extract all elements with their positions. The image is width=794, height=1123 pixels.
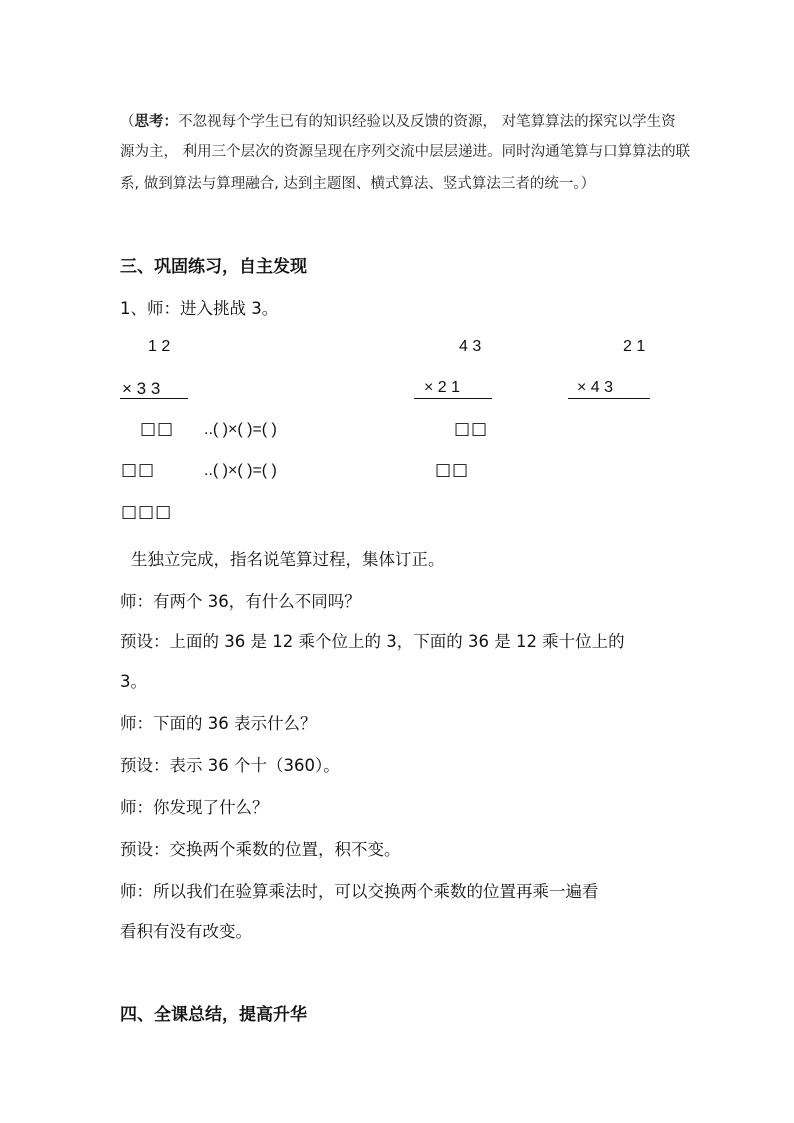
text-line-9: 师：所以我们在验算乘法时，可以交换两个乘数的位置再乘一遍看 xyxy=(120,882,599,901)
text-line-7: 师：你发现了什么？ xyxy=(120,798,269,817)
note-label: 思考： xyxy=(134,114,178,130)
note-line-1 xyxy=(120,110,676,131)
work-row-1-fill: ..( )×( )=( ) xyxy=(204,421,277,438)
text-line-2: 师：有两个 36，有什么不同吗？ xyxy=(120,592,361,611)
section-4-heading: 四、全课总结，提高升华 xyxy=(120,1005,307,1025)
work-row-2-result-boxes: □□ xyxy=(435,460,470,480)
note-line-3: 系, 做到算法与算理融合, 达到主题图、横式算法、竖式算法三者的统一。） xyxy=(120,176,596,192)
problem-2-bottom: × 2 1 xyxy=(424,379,461,396)
section-3-heading: 三、巩固练习，自主发现 xyxy=(120,257,307,277)
problem-1-bottom: × 3 3 xyxy=(122,379,161,398)
problem-3-top: 2 1 xyxy=(623,338,646,355)
note-text-1: 不忽视每个学生已有的知识经验以及反馈的资源， 对笔算算法的探究以学生资 xyxy=(178,114,676,130)
problem-3-underline xyxy=(568,398,650,399)
text-line-10: 看积有没有改变。 xyxy=(120,922,252,941)
challenge-task: 1、师：进入挑战 3。 xyxy=(120,299,279,318)
note-line-2: 源为主， 利用三个层次的资源呈现在序列交流中层层递进。同时沟通笔算与口算算法的联 xyxy=(120,144,691,160)
work-row-1-boxes: □□ xyxy=(140,419,175,439)
work-row-2-boxes: □□ xyxy=(121,460,156,480)
text-line-5: 师：下面的 36 表示什么？ xyxy=(120,714,317,733)
problem-2-underline xyxy=(414,398,492,399)
work-row-1-result-boxes: □□ xyxy=(454,419,489,439)
work-row-2-fill: ..( )×( )=( ) xyxy=(204,462,277,479)
problem-3-bottom: × 4 3 xyxy=(577,379,614,396)
problem-1-top: 1 2 xyxy=(148,338,171,355)
text-line-3: 预设：上面的 36 是 12 乘个位上的 3，下面的 36 是 12 乘十位上的 xyxy=(120,632,625,651)
note-open-paren: （ xyxy=(120,114,135,130)
text-line-6: 预设：表示 36 个十（360）。 xyxy=(120,756,340,775)
problem-2-top: 4 3 xyxy=(459,338,482,355)
text-line-1: 生独立完成，指名说笔算过程，集体订正。 xyxy=(131,550,445,569)
problem-1-underline xyxy=(120,398,188,399)
text-line-8: 预设：交换两个乘数的位置，积不变。 xyxy=(120,840,401,859)
text-line-4: 3。 xyxy=(120,672,147,691)
work-row-3-boxes: □□□ xyxy=(121,502,173,522)
